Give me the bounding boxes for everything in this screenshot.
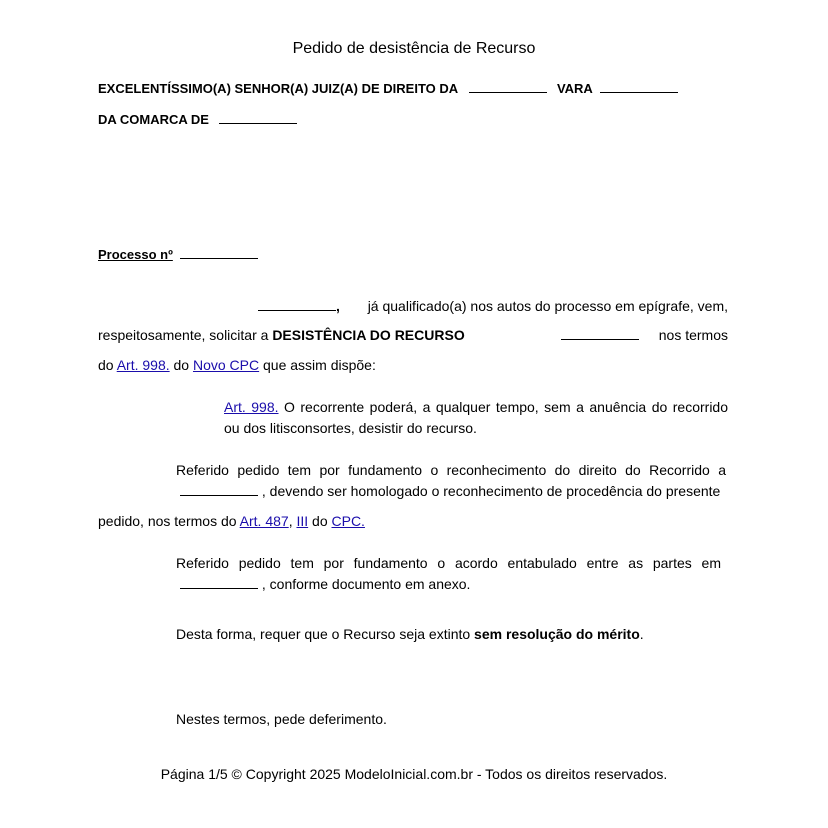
para1-line-2 <box>98 327 728 343</box>
processo-line <box>98 247 258 262</box>
para3-line-2 <box>176 576 470 592</box>
para1-comma: , <box>336 298 340 314</box>
para1-text-5: do <box>173 357 190 373</box>
blank-party-name[interactable] <box>258 310 336 311</box>
para2-text-4: do <box>312 513 328 529</box>
para4-text-1: Desta forma, requer que o Recurso seja extinto <box>176 626 471 642</box>
quote-line-2: ou dos litisconsortes, desistir do recurso. <box>224 420 477 436</box>
heading-text-3: DA COMARCA DE <box>98 112 209 127</box>
blank-recorrido-direito[interactable] <box>180 495 258 496</box>
processo-label: Processo nº <box>98 247 173 262</box>
heading-text-2: VARA <box>556 81 593 96</box>
para1-line-3 <box>98 357 376 373</box>
quote-link-art-998[interactable]: Art. 998. <box>224 399 279 415</box>
para2-text-2: , devendo ser homologado o reconhecimento de procedência do presente <box>261 483 721 499</box>
para4-line <box>176 626 644 642</box>
para1-text-1: já qualificado(a) nos autos do processo em epígrafe, vem, <box>367 298 728 314</box>
blank-acordo[interactable] <box>180 588 258 589</box>
link-novo-cpc[interactable]: Novo CPC <box>192 357 260 373</box>
para2-comma: , <box>288 513 293 529</box>
link-iii[interactable]: III <box>296 513 309 529</box>
document-title: Pedido de desistência de Recurso <box>292 40 536 57</box>
blank-recurso-type[interactable] <box>561 339 639 340</box>
blank-processo-number[interactable] <box>180 258 258 259</box>
para1-text-3: nos termos <box>658 327 728 343</box>
blank-vara-number[interactable] <box>469 92 547 93</box>
blank-comarca[interactable] <box>219 123 297 124</box>
para2-line-2 <box>176 483 728 499</box>
para3-line-1: Referido pedido tem por fundamento o acordo entabulado entre as partes em <box>176 555 721 571</box>
heading-line-2 <box>98 112 726 127</box>
para2-text-3: pedido, nos termos do <box>98 513 237 529</box>
blank-vara-name[interactable] <box>600 92 678 93</box>
link-cpc[interactable]: CPC. <box>331 513 365 529</box>
para1-text-2: respeitosamente, solicitar a <box>98 327 269 343</box>
para1-bold-desistencia: DESISTÊNCIA DO RECURSO <box>272 327 465 343</box>
para4-period: . <box>639 626 644 642</box>
para4-bold: sem resolução do mérito <box>474 626 640 642</box>
para1-text-6: que assim dispõe: <box>263 357 376 373</box>
para1-line-1 <box>98 298 728 314</box>
para2-line-3 <box>98 513 365 529</box>
para1-text-4: do <box>98 357 114 373</box>
closing-line: Nestes termos, pede deferimento. <box>176 711 387 727</box>
heading-text-1: EXCELENTÍSSIMO(A) SENHOR(A) JUIZ(A) DE DIREITO DA <box>98 81 458 96</box>
link-art-487[interactable]: Art. 487 <box>239 513 289 529</box>
para2-line-1: Referido pedido tem por fundamento o reconhecimento do direito do Recorrido a <box>176 462 726 478</box>
heading-line-1 <box>98 81 726 96</box>
link-art-998[interactable]: Art. 998. <box>116 357 170 373</box>
para3-text-2: , conforme documento em anexo. <box>261 576 471 592</box>
quote-text: O recorrente poderá, a qualquer tempo, sem a anuência do recorrido <box>284 399 729 415</box>
page-footer: Página 1/5 © Copyright 2025 ModeloInicial.com.br - Todos os direitos reservados. <box>160 766 668 782</box>
quote-line-1 <box>224 399 728 415</box>
